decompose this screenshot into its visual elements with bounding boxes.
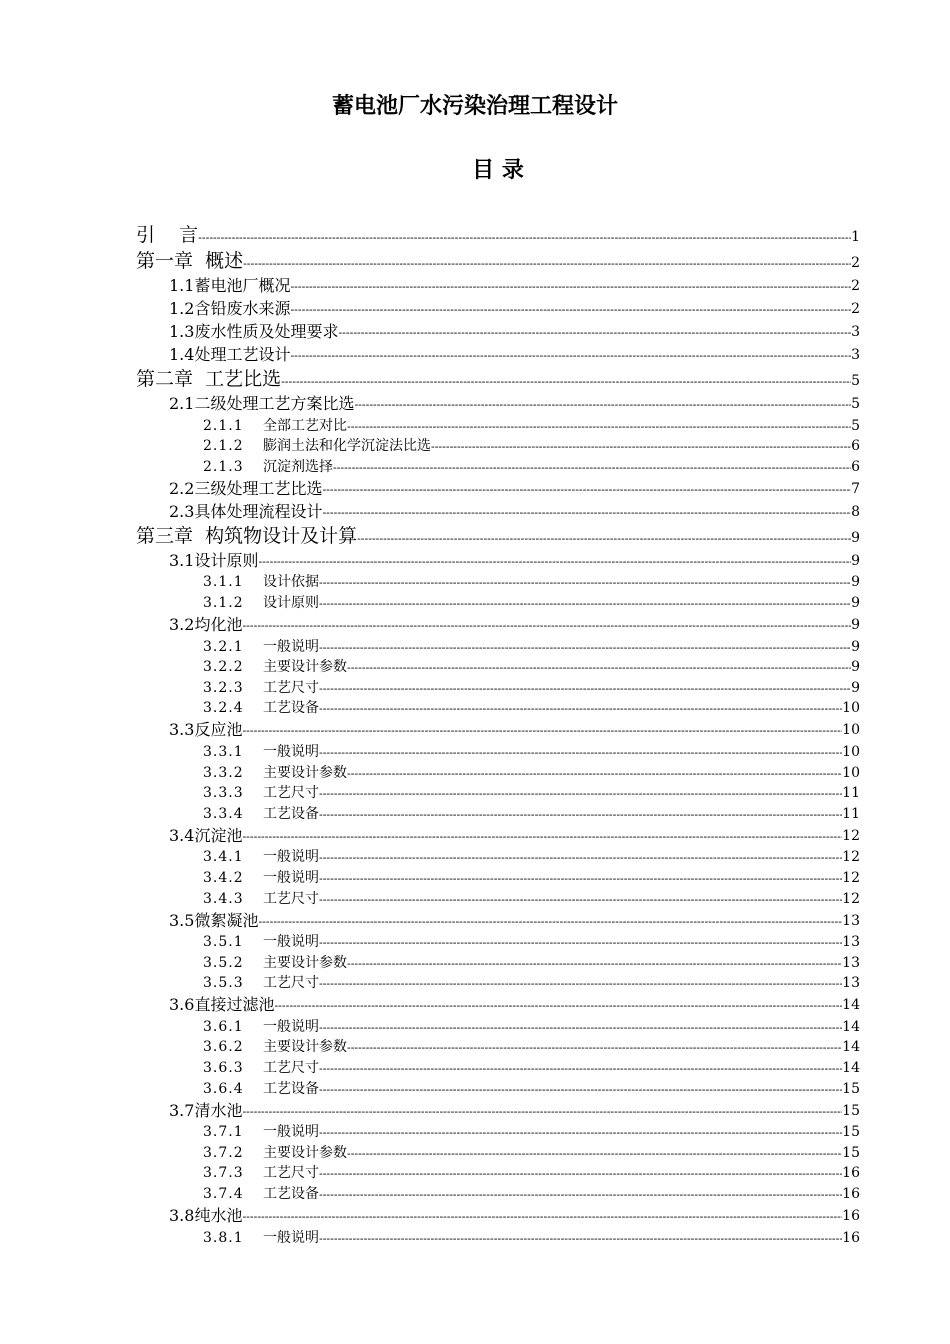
toc-page-number: 15 — [842, 1102, 860, 1119]
toc-entry-label: 2.2三级处理工艺比选 — [169, 478, 323, 498]
dot-leader — [258, 555, 851, 572]
toc-entry-label: 2.3具体处理流程设计 — [169, 501, 323, 521]
toc-entry-title: 一般说明 — [263, 869, 319, 886]
toc-entry-number: 3.6.4 — [203, 1080, 244, 1097]
toc-page-number: 9 — [851, 638, 860, 655]
dot-leader — [242, 1105, 842, 1122]
toc-page-number: 9 — [851, 594, 860, 611]
toc-section-entry[interactable] — [136, 477, 860, 500]
toc-entry-label — [203, 1037, 347, 1057]
toc-entry-number: 3.7.4 — [203, 1186, 244, 1203]
toc-entry-number: 3.5.3 — [203, 975, 244, 992]
toc-page-number: 7 — [851, 480, 860, 497]
dot-leader — [319, 597, 851, 613]
toc-subsection-entry[interactable] — [136, 1227, 860, 1248]
toc-page-number: 6 — [851, 438, 860, 455]
dot-leader — [347, 767, 842, 783]
toc-page-number: 10 — [842, 743, 860, 760]
toc-entry-number: 3.8.1 — [203, 1229, 244, 1246]
toc-page-number: 3 — [851, 347, 860, 363]
toc-page-number: 11 — [842, 785, 860, 802]
toc-entry-number: 2.1.2 — [203, 438, 244, 455]
dot-leader — [319, 576, 851, 592]
toc-entry-number: 2.1.3 — [203, 458, 244, 475]
toc-entry-number: 3.2.2 — [203, 659, 244, 676]
dot-leader — [357, 532, 851, 549]
toc-entry-label: 第三章 构筑物设计及计算 — [136, 524, 358, 547]
toc-entry-label: 2.1二级处理工艺方案比选 — [169, 394, 355, 413]
toc-subsection-entry[interactable] — [136, 888, 860, 909]
dot-leader — [319, 1062, 842, 1078]
toc-entry-label — [203, 742, 319, 762]
dot-leader — [319, 893, 842, 909]
toc-page-number: 13 — [842, 975, 860, 992]
toc-entry-label — [203, 1184, 319, 1204]
toc-entry-title: 工艺尺寸 — [263, 890, 319, 907]
toc-entry-label: 1.2含铅废水来源 — [169, 299, 291, 318]
toc-entry-title: 主要设计参数 — [263, 1144, 347, 1161]
dot-leader — [281, 375, 851, 392]
dot-leader — [319, 808, 842, 824]
toc-entry-title: 工艺设备 — [263, 805, 319, 822]
toc-page-number: 10 — [842, 722, 860, 739]
toc-section-entry[interactable] — [136, 1204, 860, 1227]
toc-entry-label: 1.1蓄电池厂概况 — [169, 276, 291, 295]
toc-entry-title: 设计依据 — [263, 574, 319, 591]
table-of-contents — [136, 222, 860, 1248]
dot-leader — [347, 661, 851, 677]
toc-entry-title: 膨润土法和化学沉淀法比选 — [263, 438, 431, 455]
toc-entry-label — [203, 1163, 319, 1183]
toc-subsection-entry[interactable] — [136, 1142, 860, 1163]
dot-leader — [198, 231, 851, 248]
toc-entry-title: 主要设计参数 — [263, 764, 347, 781]
toc-page-number: 8 — [851, 503, 860, 520]
toc-chapter-entry[interactable] — [136, 366, 860, 392]
toc-entry-title: 一般说明 — [263, 743, 319, 760]
toc-entry-label — [203, 436, 431, 456]
toc-entry-number: 3.7.3 — [203, 1165, 244, 1182]
toc-entry-label: 3.4沉淀池 — [169, 825, 243, 845]
toc-entry-title: 一般说明 — [263, 934, 319, 951]
toc-entry-title: 工艺尺寸 — [263, 975, 319, 992]
toc-entry-label — [203, 889, 319, 909]
toc-subsection-entry[interactable] — [136, 1163, 860, 1184]
toc-subsection-entry[interactable] — [136, 677, 860, 698]
toc-section-entry[interactable] — [136, 274, 860, 297]
dot-leader — [319, 682, 851, 698]
toc-page-number: 13 — [842, 912, 860, 929]
toc-page-number: 5 — [851, 373, 860, 389]
dot-leader — [347, 1041, 842, 1057]
toc-page-number: 9 — [851, 679, 860, 696]
dot-leader — [319, 787, 842, 803]
toc-entry-label — [203, 1122, 319, 1142]
toc-subsection-entry[interactable] — [136, 1057, 860, 1078]
toc-page-number: 5 — [851, 396, 860, 412]
toc-entry-number: 3.5.1 — [203, 934, 244, 951]
toc-entry-title: 一般说明 — [263, 638, 319, 655]
toc-entry-number: 3.5.2 — [203, 954, 244, 971]
toc-section-entry[interactable] — [136, 1099, 860, 1122]
toc-entry-number: 3.2.4 — [203, 700, 244, 717]
toc-page-number: 13 — [842, 954, 860, 971]
toc-page-number: 15 — [842, 1124, 860, 1141]
toc-page-number: 2 — [851, 301, 860, 317]
toc-entry-label — [203, 637, 319, 657]
toc-entry-label: 3.2均化池 — [169, 614, 243, 634]
toc-subsection-entry[interactable] — [136, 415, 860, 436]
toc-subsection-entry[interactable] — [136, 572, 860, 593]
toc-entry-label — [203, 416, 347, 436]
toc-entry-label — [203, 593, 319, 613]
toc-subsection-entry[interactable] — [136, 436, 860, 457]
toc-chapter-entry[interactable] — [136, 248, 860, 274]
toc-page-number: 2 — [851, 278, 860, 294]
toc-entry-label — [203, 657, 347, 677]
toc-subsection-entry[interactable] — [136, 592, 860, 613]
toc-entry-label — [203, 1143, 347, 1163]
toc-page-number: 2 — [851, 255, 860, 271]
toc-subsection-entry[interactable] — [136, 456, 860, 477]
toc-entry-label — [203, 973, 319, 993]
dot-leader — [354, 398, 851, 415]
toc-subsection-entry[interactable] — [136, 1016, 860, 1037]
toc-section-entry[interactable] — [136, 320, 860, 343]
toc-entry-label — [203, 457, 333, 477]
toc-subsection-entry[interactable] — [136, 762, 860, 783]
toc-page-number: 9 — [851, 529, 860, 546]
toc-entry-title: 工艺尺寸 — [263, 679, 319, 696]
toc-entry-label: 3.8纯水池 — [169, 1206, 243, 1226]
toc-entry-label — [203, 1228, 319, 1248]
dot-leader — [319, 851, 842, 867]
toc-entry-label — [203, 783, 319, 803]
toc-subsection-entry[interactable] — [136, 741, 860, 762]
dot-leader — [242, 724, 842, 741]
toc-page-number: 12 — [842, 869, 860, 886]
toc-entry-label: 第二章 工艺比选 — [136, 368, 282, 390]
dot-leader — [347, 420, 851, 436]
toc-section-entry[interactable] — [136, 613, 860, 636]
toc-entry-label — [203, 763, 347, 783]
toc-entry-number: 3.3.2 — [203, 764, 244, 781]
toc-subsection-entry[interactable] — [136, 803, 860, 824]
dot-leader — [347, 1147, 842, 1163]
toc-entry-number: 3.7.2 — [203, 1144, 244, 1161]
toc-page-number: 14 — [842, 997, 860, 1014]
dot-leader — [319, 872, 842, 888]
toc-entry-number: 3.1.2 — [203, 594, 244, 611]
toc-heading: 目 录 — [472, 158, 524, 183]
toc-subsection-entry[interactable] — [136, 932, 860, 953]
toc-section-entry[interactable] — [136, 909, 860, 932]
toc-page-number: 14 — [842, 1018, 860, 1035]
toc-section-entry[interactable] — [136, 993, 860, 1016]
toc-section-entry[interactable] — [136, 343, 860, 366]
dot-leader — [333, 461, 851, 477]
toc-page-number: 16 — [842, 1208, 860, 1225]
toc-entry-title: 工艺尺寸 — [263, 1165, 319, 1182]
toc-page-number: 16 — [842, 1229, 860, 1246]
toc-page-number: 15 — [842, 1080, 860, 1097]
toc-entry-number: 3.3.3 — [203, 785, 244, 802]
dot-leader — [242, 1210, 842, 1227]
dot-leader — [338, 326, 851, 343]
toc-entry-number: 3.6.3 — [203, 1060, 244, 1077]
dot-leader — [319, 1167, 842, 1183]
toc-entry-label — [203, 868, 319, 888]
toc-subsection-entry[interactable] — [136, 1122, 860, 1143]
toc-subsection-entry[interactable] — [136, 1037, 860, 1058]
toc-entry-number: 3.2.3 — [203, 679, 244, 696]
dot-leader — [319, 1126, 842, 1142]
toc-page-number: 12 — [842, 890, 860, 907]
toc-entry-number: 2.1.1 — [203, 417, 244, 434]
toc-page-number: 13 — [842, 934, 860, 951]
dot-leader — [319, 1083, 842, 1099]
toc-section-entry[interactable] — [136, 549, 860, 572]
toc-page-number: 10 — [842, 764, 860, 781]
toc-entry-label: 3.1设计原则 — [169, 550, 259, 570]
toc-page-number: 6 — [851, 458, 860, 475]
toc-subsection-entry[interactable] — [136, 1183, 860, 1204]
dot-leader — [243, 257, 851, 274]
toc-section-entry[interactable] — [136, 500, 860, 523]
toc-page-number: 3 — [851, 324, 860, 340]
toc-entry-number: 3.4.3 — [203, 890, 244, 907]
toc-entry-label: 第一章 概述 — [136, 250, 244, 272]
toc-entry-title: 主要设计参数 — [263, 659, 347, 676]
toc-entry-number: 3.3.4 — [203, 805, 244, 822]
toc-entry-label: 1.3废水性质及处理要求 — [169, 322, 339, 341]
dot-leader — [319, 641, 851, 657]
toc-entry-label — [203, 572, 319, 592]
toc-entry-title: 沉淀剂选择 — [263, 458, 333, 475]
toc-page-number: 12 — [842, 849, 860, 866]
toc-entry-title: 一般说明 — [263, 1229, 319, 1246]
toc-entry-label: 引 言 — [136, 224, 199, 246]
toc-entry-number: 3.3.1 — [203, 743, 244, 760]
dot-leader — [319, 1188, 842, 1204]
dot-leader — [319, 936, 842, 952]
toc-page-number: 11 — [842, 805, 860, 822]
toc-entry-title: 工艺尺寸 — [263, 1060, 319, 1077]
dot-leader — [290, 303, 851, 320]
toc-entry-title: 一般说明 — [263, 1124, 319, 1141]
dot-leader — [319, 1021, 842, 1037]
toc-entry-label — [203, 1058, 319, 1078]
toc-entry-label — [203, 1079, 319, 1099]
toc-entry-title: 主要设计参数 — [263, 1039, 347, 1056]
toc-page-number: 9 — [851, 659, 860, 676]
toc-entry-number: 3.7.1 — [203, 1124, 244, 1141]
toc-entry-title: 工艺设备 — [263, 1186, 319, 1203]
toc-subsection-entry[interactable] — [136, 783, 860, 804]
dot-leader — [322, 483, 851, 500]
toc-subsection-entry[interactable] — [136, 698, 860, 719]
dot-leader — [258, 915, 842, 932]
toc-entry-label: 1.4处理工艺设计 — [169, 345, 291, 364]
dot-leader — [347, 957, 842, 973]
toc-subsection-entry[interactable] — [136, 636, 860, 657]
toc-page-number: 9 — [851, 616, 860, 633]
toc-section-entry[interactable] — [136, 718, 860, 741]
dot-leader — [290, 280, 851, 297]
toc-page-number: 15 — [842, 1144, 860, 1161]
toc-page-number: 9 — [851, 552, 860, 569]
toc-entry-label — [203, 678, 319, 698]
toc-entry-label — [203, 932, 319, 952]
dot-leader — [319, 702, 842, 718]
toc-subsection-entry[interactable] — [136, 657, 860, 678]
toc-page-number: 12 — [842, 827, 860, 844]
dot-leader — [319, 746, 842, 762]
toc-page-number: 5 — [851, 417, 860, 434]
toc-entry-number: 3.6.2 — [203, 1039, 244, 1056]
dot-leader — [319, 977, 842, 993]
toc-page-number: 14 — [842, 1060, 860, 1077]
toc-page-number: 14 — [842, 1039, 860, 1056]
dot-leader — [274, 999, 842, 1016]
toc-page-number: 9 — [851, 574, 860, 591]
toc-entry-label: 3.6直接过滤池 — [169, 995, 275, 1015]
toc-chapter-entry[interactable] — [136, 222, 860, 248]
toc-entry-label — [203, 698, 319, 718]
dot-leader — [242, 619, 851, 636]
toc-page-number: 16 — [842, 1165, 860, 1182]
dot-leader — [242, 830, 842, 847]
toc-page-number: 10 — [842, 700, 860, 717]
dot-leader — [322, 506, 851, 523]
toc-entry-label: 3.7清水池 — [169, 1100, 243, 1120]
toc-entry-label: 3.5微絮凝池 — [169, 910, 259, 930]
toc-entry-label: 3.3反应池 — [169, 720, 243, 740]
toc-entry-number: 3.6.1 — [203, 1018, 244, 1035]
toc-subsection-entry[interactable] — [136, 847, 860, 868]
toc-entry-title: 工艺设备 — [263, 1080, 319, 1097]
toc-entry-title: 一般说明 — [263, 1018, 319, 1035]
toc-subsection-entry[interactable] — [136, 867, 860, 888]
toc-chapter-entry[interactable] — [136, 523, 860, 549]
toc-entry-label — [203, 953, 347, 973]
toc-entry-number: 3.4.1 — [203, 849, 244, 866]
toc-entry-number: 3.4.2 — [203, 869, 244, 886]
toc-page-number: 16 — [842, 1186, 860, 1203]
dot-leader — [431, 440, 851, 456]
toc-entry-title: 设计原则 — [263, 594, 319, 611]
toc-entry-title: 工艺尺寸 — [263, 785, 319, 802]
toc-entry-title: 全部工艺对比 — [263, 417, 347, 434]
toc-entry-label — [203, 804, 319, 824]
dot-leader — [290, 349, 851, 366]
toc-entry-title: 主要设计参数 — [263, 954, 347, 971]
toc-section-entry[interactable] — [136, 824, 860, 847]
toc-subsection-entry[interactable] — [136, 952, 860, 973]
toc-entry-number: 3.2.1 — [203, 638, 244, 655]
toc-section-entry[interactable] — [136, 392, 860, 415]
toc-section-entry[interactable] — [136, 297, 860, 320]
toc-page-number: 1 — [851, 229, 860, 245]
toc-subsection-entry[interactable] — [136, 1078, 860, 1099]
toc-entry-label — [203, 1017, 319, 1037]
toc-entry-label — [203, 847, 319, 867]
toc-entry-title: 一般说明 — [263, 849, 319, 866]
toc-entry-number: 3.1.1 — [203, 574, 244, 591]
toc-entry-title: 工艺设备 — [263, 700, 319, 717]
document-title: 蓄电池厂水污染治理工程设计 — [331, 94, 618, 119]
dot-leader — [319, 1232, 842, 1248]
toc-subsection-entry[interactable] — [136, 973, 860, 994]
